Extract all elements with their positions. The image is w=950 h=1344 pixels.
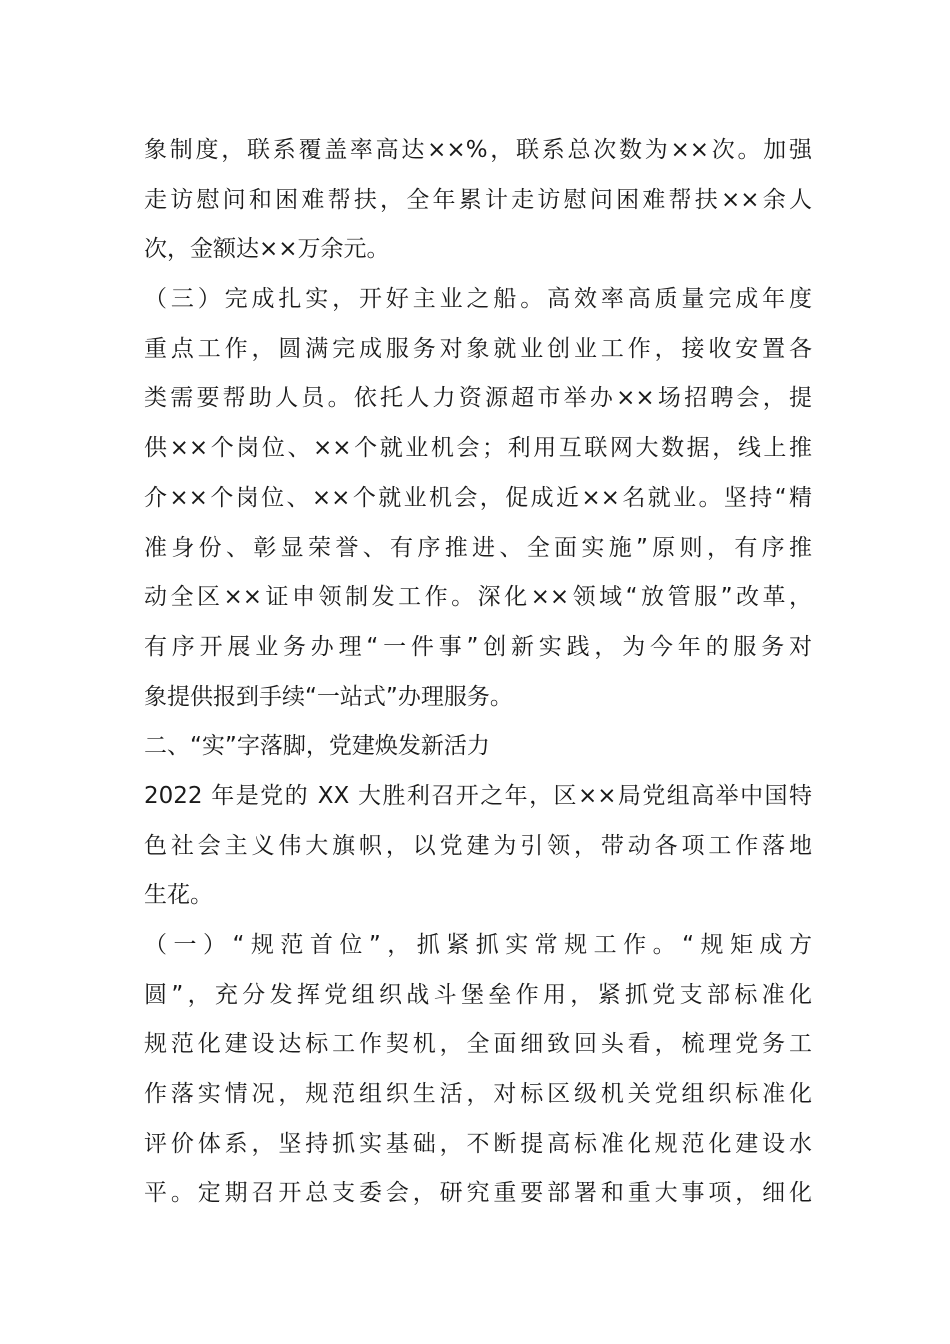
text-line: 规范化建设达标工作契机，全面细致回头看，梳理党务工 [144,1031,812,1058]
text-line: 色社会主义伟大旗帜，以党建为引领，带动各项工作落地 [144,832,812,859]
text-line: 二、“实”字落脚，党建焕发新活力 [144,733,490,760]
text-line: 供××个岗位、××个就业机会；利用互联网大数据，线上推 [144,435,812,462]
text-line: （一）“规范首位”，抓紧抓实常规工作。“规矩成方 [144,932,812,958]
text-line: 重点工作，圆满完成服务对象就业创业工作，接收安置各 [144,335,812,362]
text-line: 走访慰问和困难帮扶，全年累计走访慰问困难帮扶××余人 [144,186,812,213]
document-page [144,126,812,1219]
text-line: 动全区××证申领制发工作。深化××领域“放管服”改革， [144,584,812,611]
text-line: 类需要帮助人员。依托人力资源超市举办××场招聘会，提 [144,385,812,412]
text-line: 圆”，充分发挥党组织战斗堡垒作用，紧抓党支部标准化 [144,981,812,1008]
text-line: 介××个岗位、××个就业机会，促成近××名就业。坚持“精 [144,484,812,511]
text-line: 作落实情况，规范组织生活，对标区级机关党组织标准化 [144,1081,812,1108]
text-line: 平。定期召开总支委会，研究重要部署和重大事项，细化 [144,1180,812,1207]
text-line: 象提供报到手续“一站式”办理服务。 [144,683,513,710]
text-line: 有序开展业务办理“一件事”创新实践，为今年的服务对 [144,633,812,660]
text-line: 象制度，联系覆盖率高达××%，联系总次数为××次。加强 [144,137,812,163]
text-line: （三）完成扎实，开好主业之船。高效率高质量完成年度 [144,286,812,313]
text-line: 2022 年是党的 XX 大胜利召开之年，区××局党组高举中国特 [144,782,812,809]
text-line: 评价体系，坚持抓实基础，不断提高标准化规范化建设水 [144,1130,812,1157]
text-line: 生花。 [144,882,213,909]
text-line: 准身份、彰显荣誉、有序推进、全面实施”原则，有序推 [144,534,812,561]
text-line: 次，金额达××万余元。 [144,236,390,263]
